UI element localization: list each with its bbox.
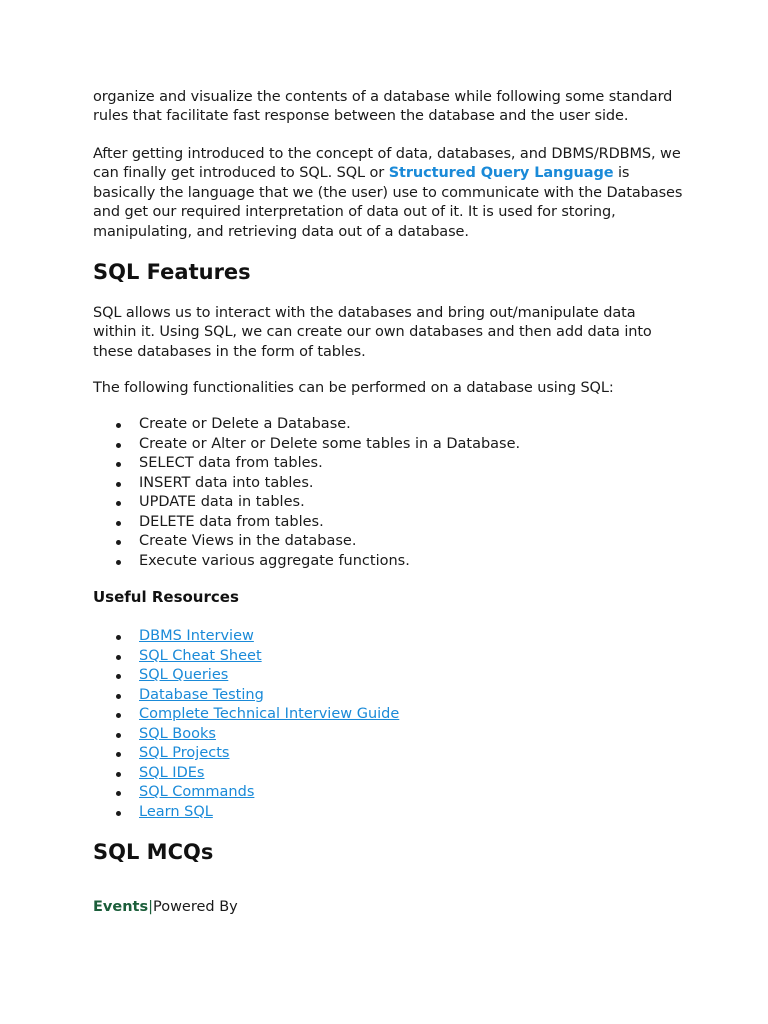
resource-item: [93, 744, 683, 764]
list-item-label: INSERT data into tables.: [139, 474, 314, 491]
sql-features-paragraph: SQL allows us to interact with the databases and bring out/manipulate data within it. Using SQL, we can create our own databases and then add data into these databases in the form of tables.: [93, 305, 652, 360]
bullet-icon: [116, 521, 121, 526]
events-separator: |: [148, 899, 153, 915]
resource-link-database-testing[interactable]: Database Testing: [139, 686, 264, 703]
resource-item: [93, 666, 683, 686]
bullet-icon: [116, 811, 121, 816]
list-item-label: Create Views in the database.: [139, 533, 357, 549]
resource-item: [93, 783, 683, 803]
bullet-icon: [116, 791, 121, 796]
resource-item: [93, 627, 683, 647]
list-item: [93, 454, 683, 474]
functionalities-list: [93, 415, 683, 571]
sql-mcqs-heading: SQL MCQs: [93, 840, 214, 864]
bullet-icon: [116, 733, 121, 738]
list-item-label: DELETE data from tables.: [139, 513, 324, 530]
resource-link-sql-books[interactable]: SQL Books: [139, 725, 216, 742]
bullet-icon: [116, 694, 121, 699]
list-item: [93, 415, 683, 435]
sql-intro-paragraph: [93, 145, 683, 242]
functionalities-intro: The following functionalities can be performed on a database using SQL:: [93, 380, 614, 396]
bullet-icon: [116, 560, 121, 565]
bullet-icon: [116, 501, 121, 506]
resource-item: [93, 764, 683, 784]
list-item: [93, 532, 683, 552]
powered-by-label: Powered By: [152, 899, 238, 915]
bullet-icon: [116, 462, 121, 467]
resource-link-sql-projects[interactable]: SQL Projects: [139, 745, 230, 761]
useful-resources-heading: Useful Resources: [93, 588, 239, 606]
list-item-label: UPDATE data in tables.: [139, 494, 305, 510]
sql-features-heading: SQL Features: [93, 260, 251, 284]
resource-item: [93, 803, 683, 823]
bullet-icon: [116, 423, 121, 428]
sql-intro-text-2: is basically the language that we (the user) use to communicate with the Databases and get our required interpretation of data out of it. It is used for storing, manipulating, and retrieving data out of a database.: [93, 165, 683, 240]
intro-paragraph: organize and visualize the contents of a database while following some standard rules that facilitate fast response between the database and the user side.: [93, 89, 673, 125]
events-label[interactable]: Events: [93, 899, 149, 915]
resources-list: [93, 627, 683, 822]
bullet-icon: [116, 713, 121, 718]
bullet-icon: [116, 655, 121, 660]
list-item-label: Create or Alter or Delete some tables in a Database.: [139, 435, 521, 452]
resource-link-sql-ides[interactable]: SQL IDEs: [139, 764, 205, 781]
bullet-icon: [116, 772, 121, 777]
list-item-label: Execute various aggregate functions.: [139, 552, 410, 569]
list-item-label: SELECT data from tables.: [139, 455, 323, 471]
resource-link-interview-guide[interactable]: Complete Technical Interview Guide: [139, 706, 400, 722]
bullet-icon: [116, 482, 121, 487]
sql-intro-text-1: After getting introduced to the concept of data, databases, and DBMS/RDBMS, we can finally get introduced to SQL. SQL or: [93, 146, 681, 182]
list-item-label: Create or Delete a Database.: [139, 416, 351, 432]
bullet-icon: [116, 674, 121, 679]
resource-item: [93, 647, 683, 667]
bullet-icon: [116, 752, 121, 757]
resource-link-sql-queries[interactable]: SQL Queries: [139, 667, 229, 683]
bullet-icon: [116, 635, 121, 640]
resource-link-sql-commands[interactable]: SQL Commands: [139, 784, 255, 800]
resource-item: [93, 705, 683, 725]
list-item: [93, 474, 683, 494]
list-item: [93, 513, 683, 533]
list-item: [93, 493, 683, 513]
bullet-icon: [116, 443, 121, 448]
resource-link-dbms-interview[interactable]: DBMS Interview: [139, 628, 254, 644]
resource-item: [93, 686, 683, 706]
bullet-icon: [116, 540, 121, 545]
structured-query-language-link[interactable]: Structured Query Language: [388, 165, 614, 182]
resource-item: [93, 725, 683, 745]
resource-link-sql-cheat-sheet[interactable]: SQL Cheat Sheet: [139, 647, 262, 664]
list-item: [93, 435, 683, 455]
events-footer: [93, 898, 238, 917]
resource-link-learn-sql[interactable]: Learn SQL: [139, 803, 213, 820]
list-item: [93, 552, 683, 572]
